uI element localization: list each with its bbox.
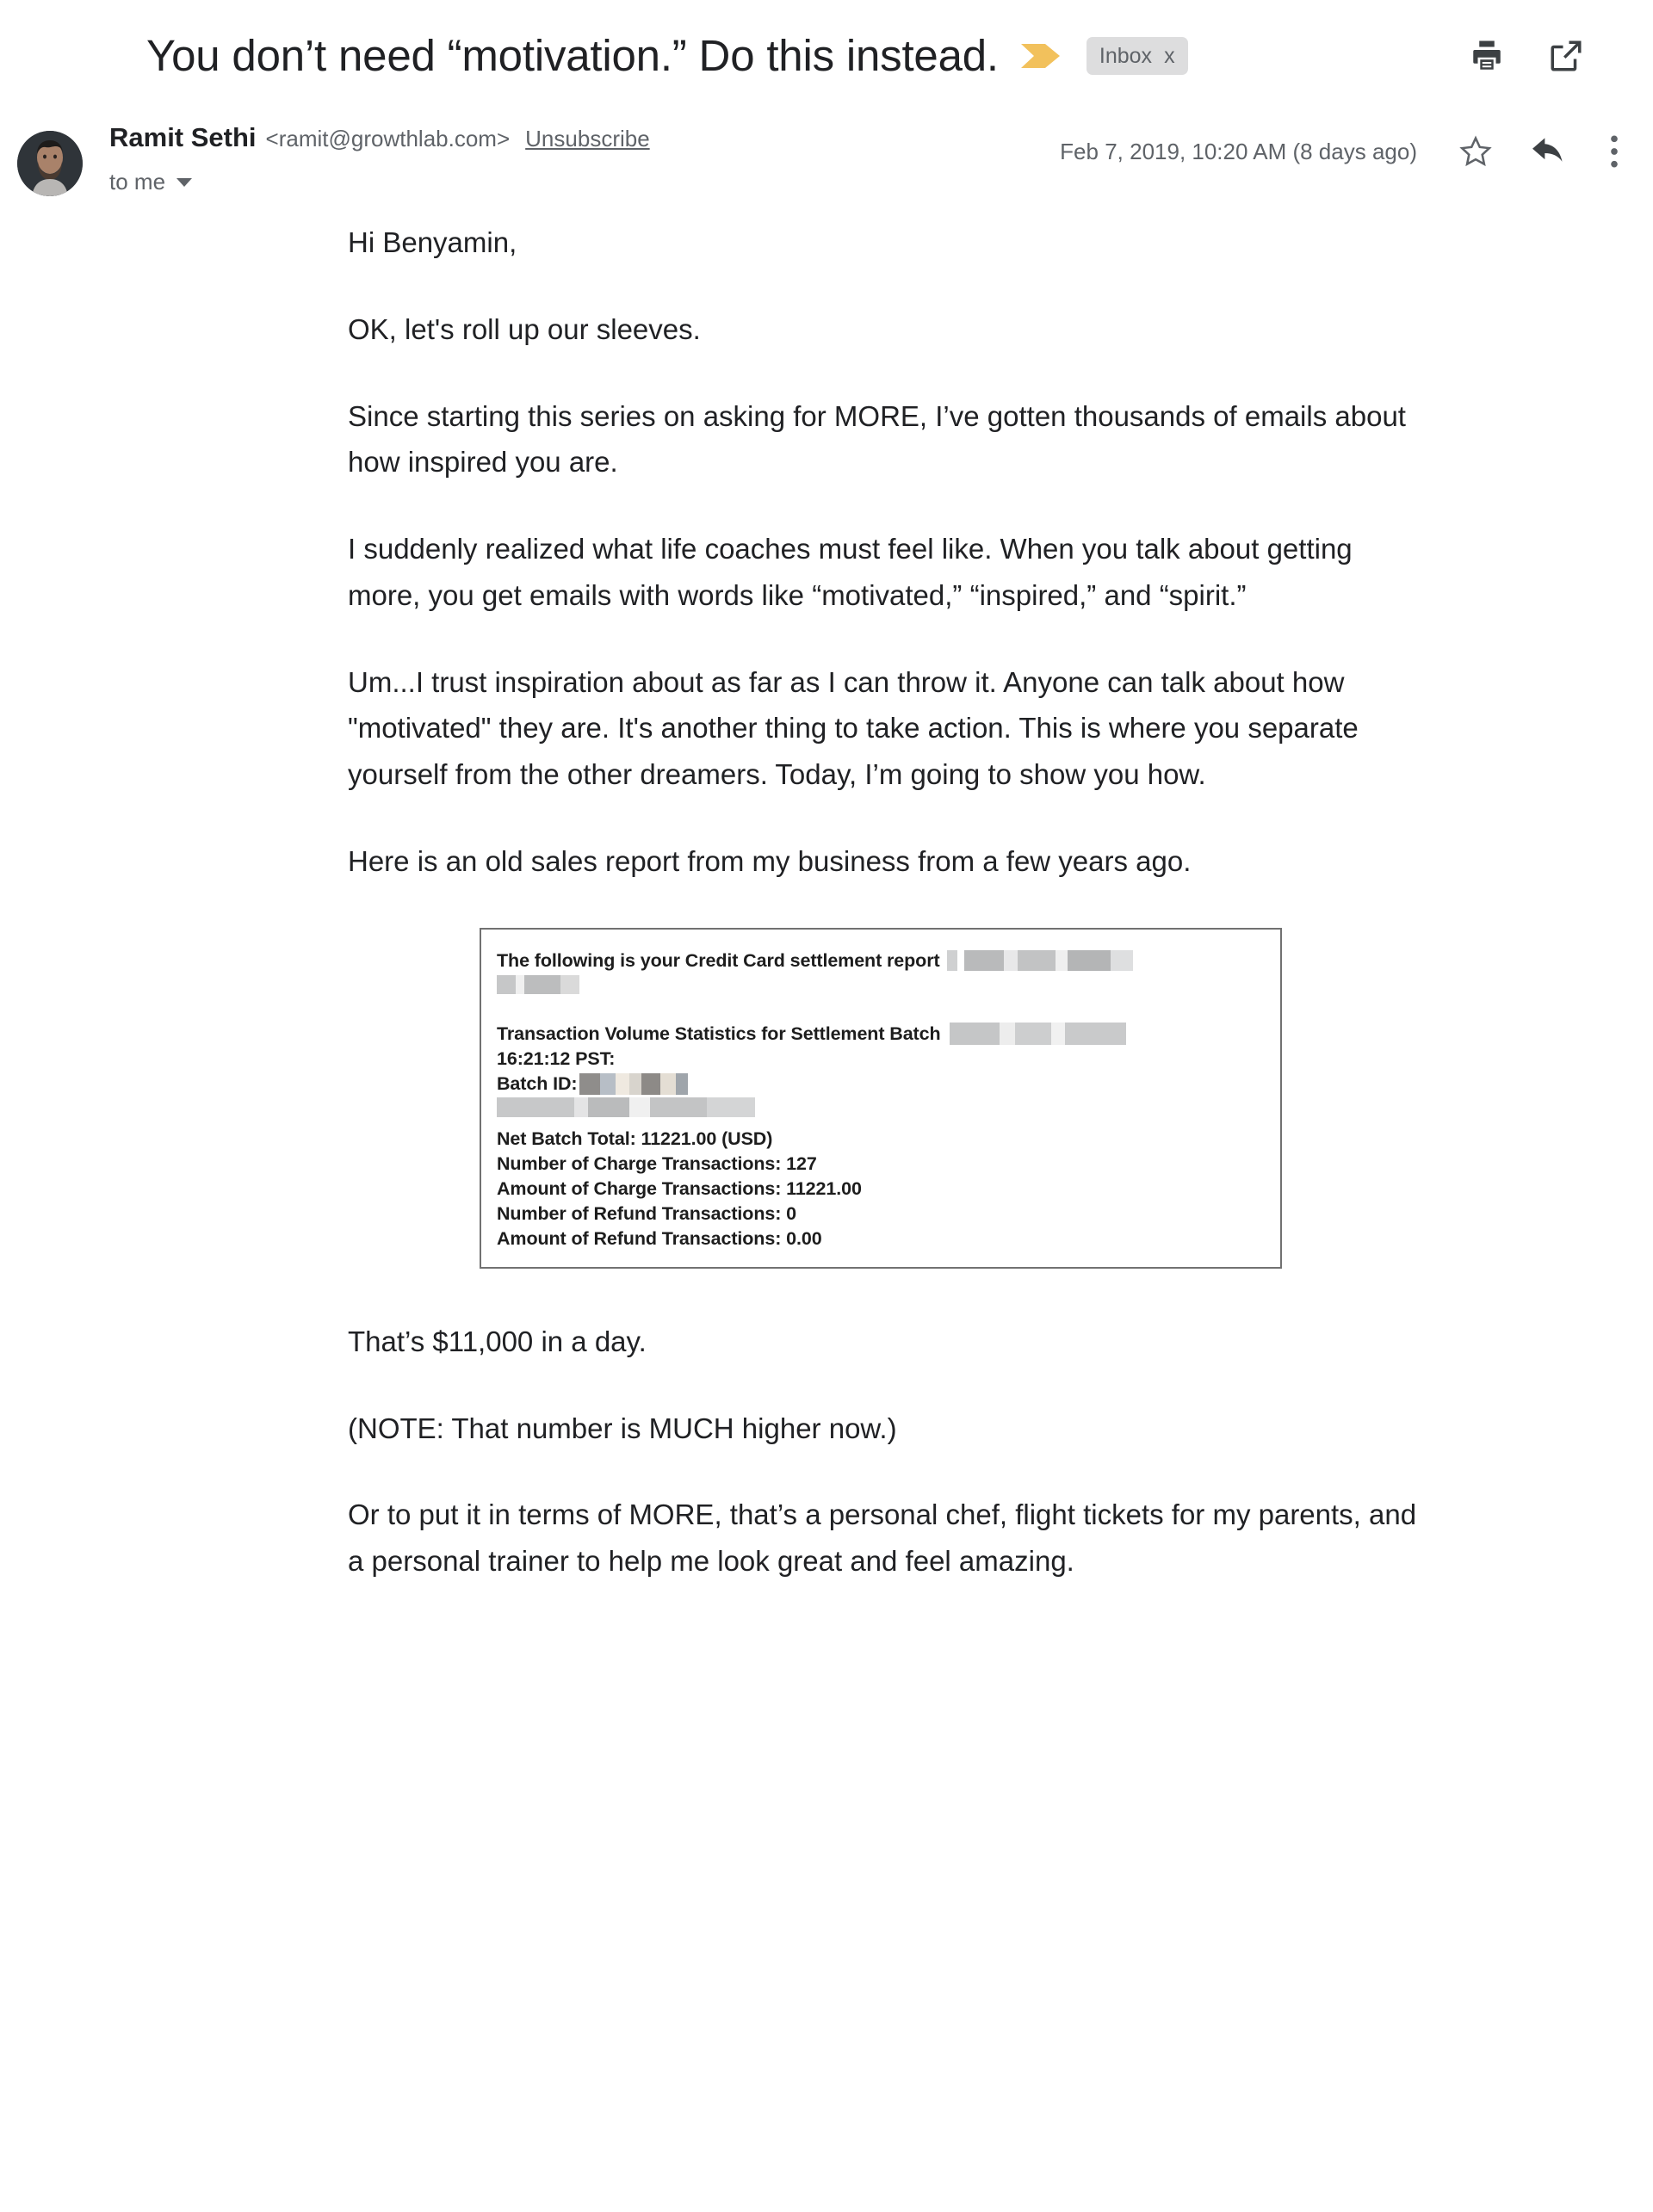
report-spacer: [497, 996, 1265, 1022]
chevron-down-icon[interactable]: [176, 178, 192, 187]
sender-identity-line: [109, 122, 1060, 153]
report-batch-heading-line: [497, 1022, 1265, 1047]
report-spacer: [497, 1119, 1265, 1127]
body-paragraph: Since starting this series on asking for MORE, I’ve gotten thousands of emails about how inspired you are.: [348, 399, 1406, 479]
sender-details: [83, 122, 1060, 195]
sender-email: <ramit@growthlab.com>: [265, 126, 511, 151]
report-stat-line: Number of Charge Transactions: 127: [497, 1153, 817, 1175]
body-paragraph: (NOTE: That number is MUCH higher now.): [348, 1412, 897, 1444]
body-paragraph: OK, let's roll up our sleeves.: [348, 312, 701, 345]
body-paragraph: That’s $11,000 in a day.: [348, 1325, 647, 1357]
report-batch-time: 16:21:12 PST:: [497, 1048, 616, 1070]
body-paragraph: Or to put it in terms of MORE, that’s a personal chef, flight tickets for my parents, and a personal trainer to help me look great and feel amazing.: [348, 1498, 1417, 1578]
close-icon[interactable]: x: [1164, 43, 1175, 68]
body-paragraph: Here is an old sales report from my business from a few years ago.: [348, 845, 1192, 878]
star-button[interactable]: [1457, 133, 1495, 170]
body-paragraph: Um...I trust inspiration about as far as I can throw it. Anyone can talk about how "motivated" they are. It's another thing to take action. This is where you separate yourself from the other dreamers. Today, I’m going to show you how.: [348, 665, 1359, 791]
settlement-report-image[interactable]: [348, 928, 1601, 1269]
redacted-block: [497, 975, 579, 994]
sender-name[interactable]: Ramit Sethi: [109, 122, 257, 152]
settlement-report-box: [480, 928, 1282, 1269]
page-title: You don’t need “motivation.” Do this instead.: [146, 31, 999, 81]
report-stat-line: Net Batch Total: 11221.00 (USD): [497, 1128, 773, 1150]
open-in-new-window-button[interactable]: [1548, 38, 1584, 74]
report-stat-line: Amount of Refund Transactions: 0.00: [497, 1228, 822, 1250]
redacted-block: [950, 1023, 1126, 1045]
report-stat-line: Number of Refund Transactions: 0: [497, 1203, 797, 1225]
body-paragraph: I suddenly realized what life coaches must feel like. When you talk about getting more, you get emails with words like “motivated,” “inspired,” and “spirit.”: [348, 533, 1353, 611]
print-button[interactable]: [1469, 38, 1505, 74]
report-batch-id-label: Batch ID:: [497, 1073, 578, 1095]
avatar[interactable]: [17, 131, 83, 196]
redacted-block: [947, 950, 1136, 971]
report-batch-time-line: [497, 1047, 1265, 1072]
report-intro-line: [497, 948, 1265, 973]
report-batch-id-line: [497, 1072, 1265, 1097]
reply-button[interactable]: [1529, 133, 1567, 170]
report-redacted-line: [497, 1097, 1265, 1119]
redacted-block: [497, 1097, 755, 1117]
sender-header-row: [0, 86, 1653, 196]
recipient-line: [109, 169, 1060, 195]
report-intro-text: The following is your Credit Card settlement report: [497, 950, 940, 972]
important-chevron-icon[interactable]: [1021, 42, 1061, 70]
unsubscribe-link[interactable]: Unsubscribe: [525, 126, 650, 151]
subject-row: [0, 0, 1653, 86]
report-intro-line-2: [497, 973, 1265, 996]
message-body: [0, 219, 1653, 1585]
more-options-button[interactable]: [1601, 133, 1627, 170]
report-stat-line: Amount of Charge Transactions: 11221.00: [497, 1178, 862, 1200]
subject-action-group: [1469, 38, 1601, 74]
recipient-label: to me: [109, 169, 166, 195]
label-chip-inbox[interactable]: [1087, 37, 1188, 75]
message-action-group: [1060, 122, 1627, 170]
label-chip-text: Inbox: [1099, 43, 1153, 68]
message-timestamp: Feb 7, 2019, 10:20 AM (8 days ago): [1060, 138, 1417, 164]
body-paragraph: Hi Benyamin,: [348, 226, 517, 258]
redacted-block: [579, 1073, 688, 1095]
report-batch-heading: Transaction Volume Statistics for Settlement Batch: [497, 1023, 941, 1045]
